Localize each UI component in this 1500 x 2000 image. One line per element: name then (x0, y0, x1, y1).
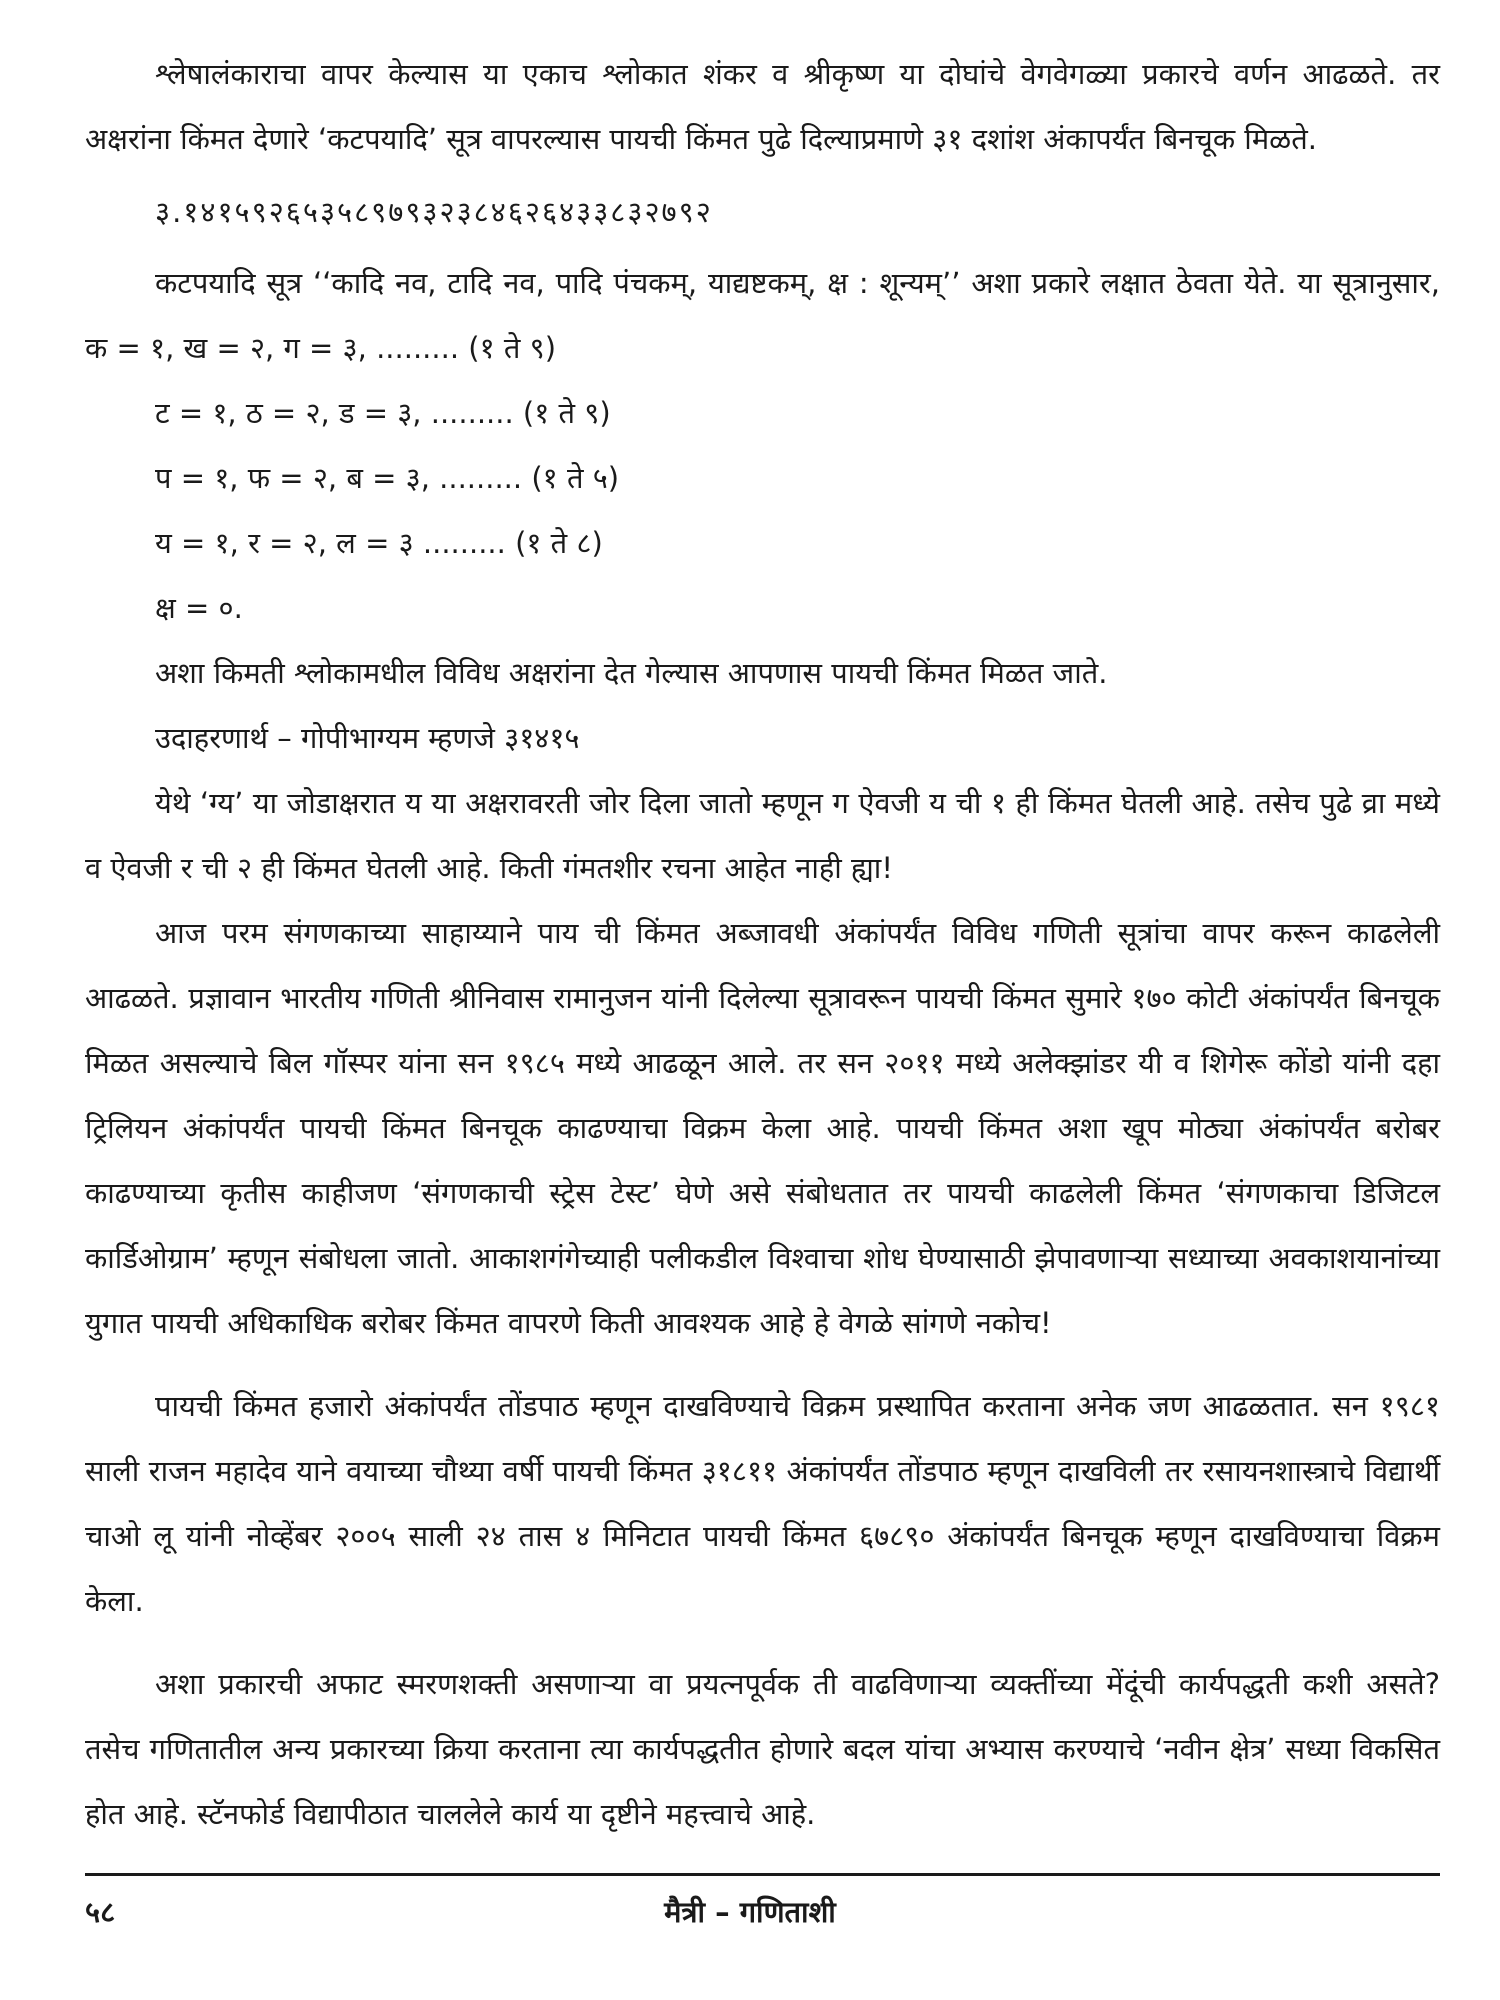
paragraph-memorization-records: पायची किंमत हजारो अंकांपर्यंत तोंडपाठ म्हणून दाखविण्याचे विक्रम प्रस्थापित करताना अनेक जण आढळतात. सन १९८१ साली राजन महादेव याने वयाच्या चौथ्या वर्षी पायची किंमत ३१८११ अंकांपर्यंत तोंडपाठ म्हणून दाखविली तर रसायनशास्त्राचे विद्यार्थी चाओ लू यांनी नोव्हेंबर २००५ साली २४ तास ४ मिनिटात पायची किंमत ६७८९० अंकांपर्यंत बिनचूक म्हणून दाखविण्याचा विक्रम केला. (85, 1389, 1440, 1618)
page-body (85, 42, 1440, 1847)
paragraph-conjunct-explanation: येथे ‘ग्य’ या जोडाक्षरात य या अक्षरावरती जोर दिला जातो म्हणून ग ऐवजी य ची १ ही किंमत घेतली आहे. तसेच पुढे व्रा मध्ये व ऐवजी र ची २ ही किंमत घेतली आहे. किती गंमतशीर रचना आहेत नाही ह्या! (85, 786, 1440, 885)
paragraph-shleshalankar: श्लेषालंकाराचा वापर केल्यास या एकाच श्लोकात शंकर व श्रीकृष्ण या दोघांचे वेगवेगळ्या प्रकारचे वर्णन आढळते. तर अक्षरांना किंमत देणारे ‘कटपयादि’ सूत्र वापरल्यास पायची किंमत पुढे दिल्याप्रमाणे ३१ दशांश अंकापर्यंत बिनचूक मिळते. (85, 57, 1440, 156)
paragraph-supercomputers: आज परम संगणकाच्या साहाय्याने पाय ची किंमत अब्जावधी अंकांपर्यंत विविध गणिती सूत्रांचा वापर करून काढलेली आढळते. प्रज्ञावान भारतीय गणिती श्रीनिवास रामानुजन यांनी दिलेल्या सूत्रावरून पायची किंमत सुमारे १७० कोटी अंकांपर्यंत बिनचूक मिळत असल्याचे बिल गॉस्पर यांना सन १९८५ मध्ये आढळून आले. तर सन २०११ मध्ये अलेक्झांडर यी व शिगेरू कोंडो यांनी दहा ट्रिलियन अंकांपर्यंत पायची किंमत बिनचूक काढण्याचा विक्रम केला आहे. पायची किंमत अशा खूप मोठ्या अंकांपर्यंत बरोबर काढण्याच्या कृतीस काहीजण ‘संगणकाची स्ट्रेस टेस्ट’ घेणे असे संबोधतात तर पायची काढलेली किंमत ‘संगणकाचा डिजिटल कार्डिओग्राम’ म्हणून संबोधला जातो. आकाशगंगेच्याही पलीकडील विश्वाचा शोध घेण्यासाठी झेपावणाऱ्या सध्याच्या अवकाशयानांच्या युगात पायची अधिकाधिक बरोबर किंमत वापरणे किती आवश्यक आहे हे वेगळे सांगणे नकोच! (85, 916, 1440, 1340)
rule-ya-series: य = १, र = २, ल = ३ ......... (१ ते ८) (155, 526, 603, 560)
book-title-footer: मैत्री – गणिताशी (664, 1895, 836, 1929)
rule-ta-series: ट = १, ठ = २, ड = ३, ......... (१ ते ९) (155, 396, 611, 430)
paragraph-example: उदाहरणार्थ – गोपीभाग्यम म्हणजे ३१४१५ (155, 721, 580, 755)
rule-ksha: क्ष = ०. (155, 591, 243, 625)
footer-divider (85, 1873, 1440, 1876)
rule-pa-series: प = १, फ = २, ब = ३, ......... (१ ते ५) (155, 461, 620, 495)
paragraph-values-of-letters: अशा किमती श्लोकामधील विविध अक्षरांना देत गेल्यास आपणास पायची किंमत मिळत जाते. (155, 656, 1108, 690)
page-number: ५८ (85, 1895, 116, 1929)
paragraph-brain-research: अशा प्रकारची अफाट स्मरणशक्ती असणाऱ्या वा प्रयत्नपूर्वक ती वाढविणाऱ्या व्यक्तींच्या मेंदूंची कार्यपद्धती कशी असते? तसेच गणितातील अन्य प्रकारच्या क्रिया करताना त्या कार्यपद्धतीत होणारे बदल यांचा अभ्यास करण्याचे ‘नवीन क्षेत्र’ सध्या विकसित होत आहे. स्टॅनफोर्ड विद्यापीठात चाललेले कार्य या दृष्टीने महत्त्वाचे आहे. (85, 1667, 1440, 1831)
paragraph-katapayadi-sutra: कटपयादि सूत्र ‘‘कादि नव, टादि नव, पादि पंचकम्, याद्यष्टकम्, क्ष : शून्यम्’’ अशा प्रकारे लक्षात ठेवता येते. या सूत्रानुसार, क = १, ख = २, ग = ३, ......... (१ ते ९) (85, 266, 1440, 365)
pi-digits: ३.१४१५९२६५३५८९७९३२३८४६२६४३३८३२७९२ (155, 195, 713, 229)
